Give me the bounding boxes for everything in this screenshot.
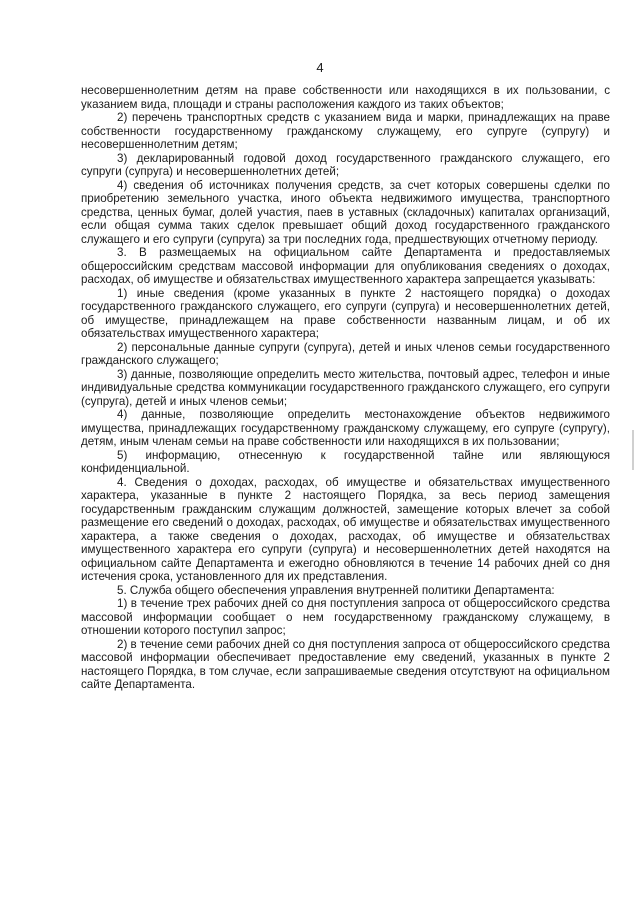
document-body <box>81 84 610 692</box>
paragraph: 3. В размещаемых на официальном сайте Департамента и предоставляемых общероссийским средствам массовой информации для опубликования сведениях о доходах, расходах, об имуществе и обязательствах имущественного характера запрещается указывать: <box>81 246 610 286</box>
scan-edge-mark <box>632 430 634 470</box>
paragraph: 4. Сведения о доходах, расходах, об имуществе и обязательствах имущественного характера, указанные в пункте 2 настоящего Порядка, за весь период замещения государственным гражданским служащим должностей, замещение которых влечет за собой размещение его сведений о доходах, расходах, об имуществе и обязательствах имущественного характера, а также сведения о доходах, расходах, об имуществе и обязательствах имущественного характера его супруги (супруга) и несовершеннолетних детей находятся на официальном сайте Департамента и ежегодно обновляются в течение 14 рабочих дней со дня истечения срока, установленного для их представления. <box>81 475 610 583</box>
paragraph: 1) иные сведения (кроме указанных в пункте 2 настоящего порядка) о доходах государственного гражданского служащего, его супруги (супруга) и несовершеннолетних детей, об имуществе, принадлежащем на праве собственности названным лицам, и об их обязательствах имущественного характера; <box>81 286 610 340</box>
paragraph: 3) данные, позволяющие определить место жительства, почтовый адрес, телефон и иные индивидуальные средства коммуникации государственного гражданского служащего, его супруги (супруга), детей и иных членов семьи; <box>81 367 610 408</box>
page-number: 4 <box>316 60 324 75</box>
paragraph: 5. Служба общего обеспечения управления внутренней политики Департамента: <box>117 583 555 597</box>
paragraph: 1) в течение трех рабочих дней со дня поступления запроса от общероссийского средства массовой информации сообщает о нем государственному гражданскому служащему, в отношении которого поступил запрос; <box>81 597 610 637</box>
paragraph: 2) в течение семи рабочих дней со дня поступления запроса от общероссийского средства массовой информации обеспечивает предоставление ему сведений, указанных в пункте 2 настоящего Порядка, в том случае, если запрашиваемые сведения отсутствуют на официальном сайте Департамента. <box>81 637 610 691</box>
paragraph: 4) сведения об источниках получения средств, за счет которых совершены сделки по приобретению земельного участка, иного объекта недвижимого имущества, транспортного средства, ценных бумаг, долей участия, паев в уставных (складочных) капиталах организаций, если общая сумма таких сделок превышает общий доход государственного гражданского служащего и его супруги (супруга) за три последних года, предшествующих отчетному периоду. <box>81 178 610 246</box>
paragraph: 5) информацию, отнесенную к государственной тайне или являющуюся конфиденциальной. <box>81 448 610 475</box>
paragraph: 2) персональные данные супруги (супруга), детей и иных членов семьи государственного гражданского служащего; <box>81 340 610 367</box>
paragraph: 2) перечень транспортных средств с указанием вида и марки, принадлежащих на праве собственности государственному гражданскому служащему, его супруге (супругу) и несовершеннолетним детям; <box>81 111 610 151</box>
paragraph: несовершеннолетним детям на праве собственности или находящихся в их пользовании, с указанием вида, площади и страны расположения каждого из таких объектов; <box>81 84 610 111</box>
paragraph: 3) декларированный годовой доход государственного гражданского служащего, его супруги (супруга) и несовершеннолетних детей; <box>81 151 610 178</box>
paragraph: 4) данные, позволяющие определить местонахождение объектов недвижимого имущества, принадлежащих государственному гражданскому служащему, его супруге (супругу), детям, иным членам семьи на праве собственности или находящихся в их пользовании; <box>81 408 610 448</box>
